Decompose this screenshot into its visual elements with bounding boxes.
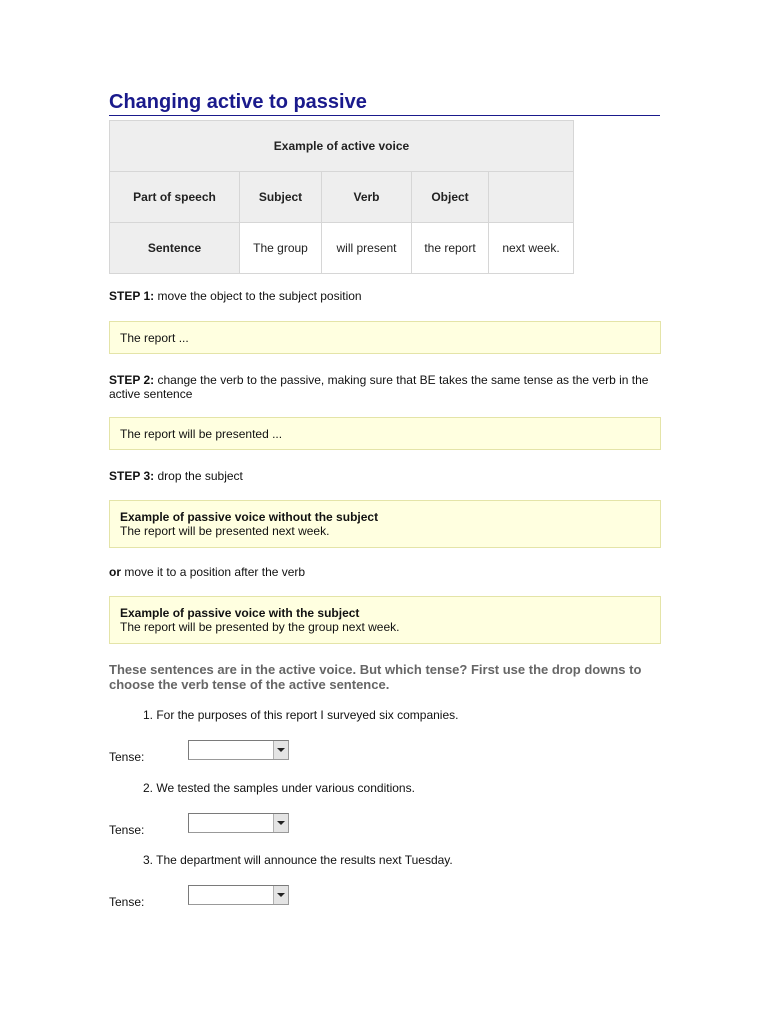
active-voice-example-table	[109, 120, 574, 274]
question-3: 3. The department will announce the results next Tuesday.	[143, 853, 453, 867]
chevron-down-icon[interactable]	[273, 886, 288, 904]
tense-label-2: Tense:	[109, 823, 145, 837]
chevron-down-icon[interactable]	[273, 814, 288, 832]
step-1-text: move the object to the subject position	[154, 289, 362, 303]
step-2-text: change the verb to the passive, making sure that BE takes the same tense as the verb in the active sentence	[109, 373, 649, 401]
row-label-part-of-speech: Part of speech	[110, 172, 240, 223]
exercise-instruction: These sentences are in the active voice. But which tense? First use the drop downs to choose the verb tense of the active sentence.	[109, 662, 642, 692]
table-header: Example of active voice	[110, 121, 574, 172]
chevron-down-icon[interactable]	[273, 741, 288, 759]
example-box-3	[109, 500, 661, 548]
table-header-row	[110, 121, 574, 172]
table-cell: the report	[412, 223, 489, 274]
example-box-1-text: The report ...	[120, 330, 189, 345]
table-cell: next week.	[489, 223, 574, 274]
example-box-3-title: Example of passive voice without the subject	[120, 510, 379, 524]
row-label-sentence: Sentence	[110, 223, 240, 274]
example-box-2-text: The report will be presented ...	[120, 426, 283, 441]
step-1	[109, 289, 654, 303]
table-row-parts	[110, 172, 574, 223]
table-row-sentence	[110, 223, 574, 274]
tense-select-3[interactable]	[188, 885, 289, 905]
tense-label-3: Tense:	[109, 895, 145, 909]
table-cell	[489, 172, 574, 223]
step-2	[109, 373, 654, 401]
tense-label-1: Tense:	[109, 750, 145, 764]
example-box-2	[109, 417, 661, 450]
tense-select-2[interactable]	[188, 813, 289, 833]
step-3	[109, 469, 654, 483]
step-1-label: STEP 1:	[109, 289, 155, 303]
question-2: 2. We tested the samples under various conditions.	[143, 781, 415, 795]
page-title: Changing active to passive	[109, 90, 660, 116]
table-cell: The group	[240, 223, 322, 274]
or-step	[109, 565, 654, 579]
example-box-4-text: The report will be presented by the group next week.	[120, 620, 400, 634]
question-1: 1. For the purposes of this report I surveyed six companies.	[143, 708, 459, 722]
table-cell: Subject	[240, 172, 322, 223]
table-cell: Object	[412, 172, 489, 223]
tense-select-1[interactable]	[188, 740, 289, 760]
example-box-4	[109, 596, 661, 644]
step-3-label: STEP 3:	[109, 469, 155, 483]
or-step-label: or	[109, 565, 121, 579]
step-2-label: STEP 2:	[109, 373, 155, 387]
table-cell: Verb	[322, 172, 412, 223]
or-step-text: move it to a position after the verb	[121, 565, 306, 579]
step-3-text: drop the subject	[154, 469, 243, 483]
table-cell: will present	[322, 223, 412, 274]
example-box-3-text: The report will be presented next week.	[120, 524, 330, 538]
example-box-4-title: Example of passive voice with the subject	[120, 606, 360, 620]
example-box-1	[109, 321, 661, 354]
